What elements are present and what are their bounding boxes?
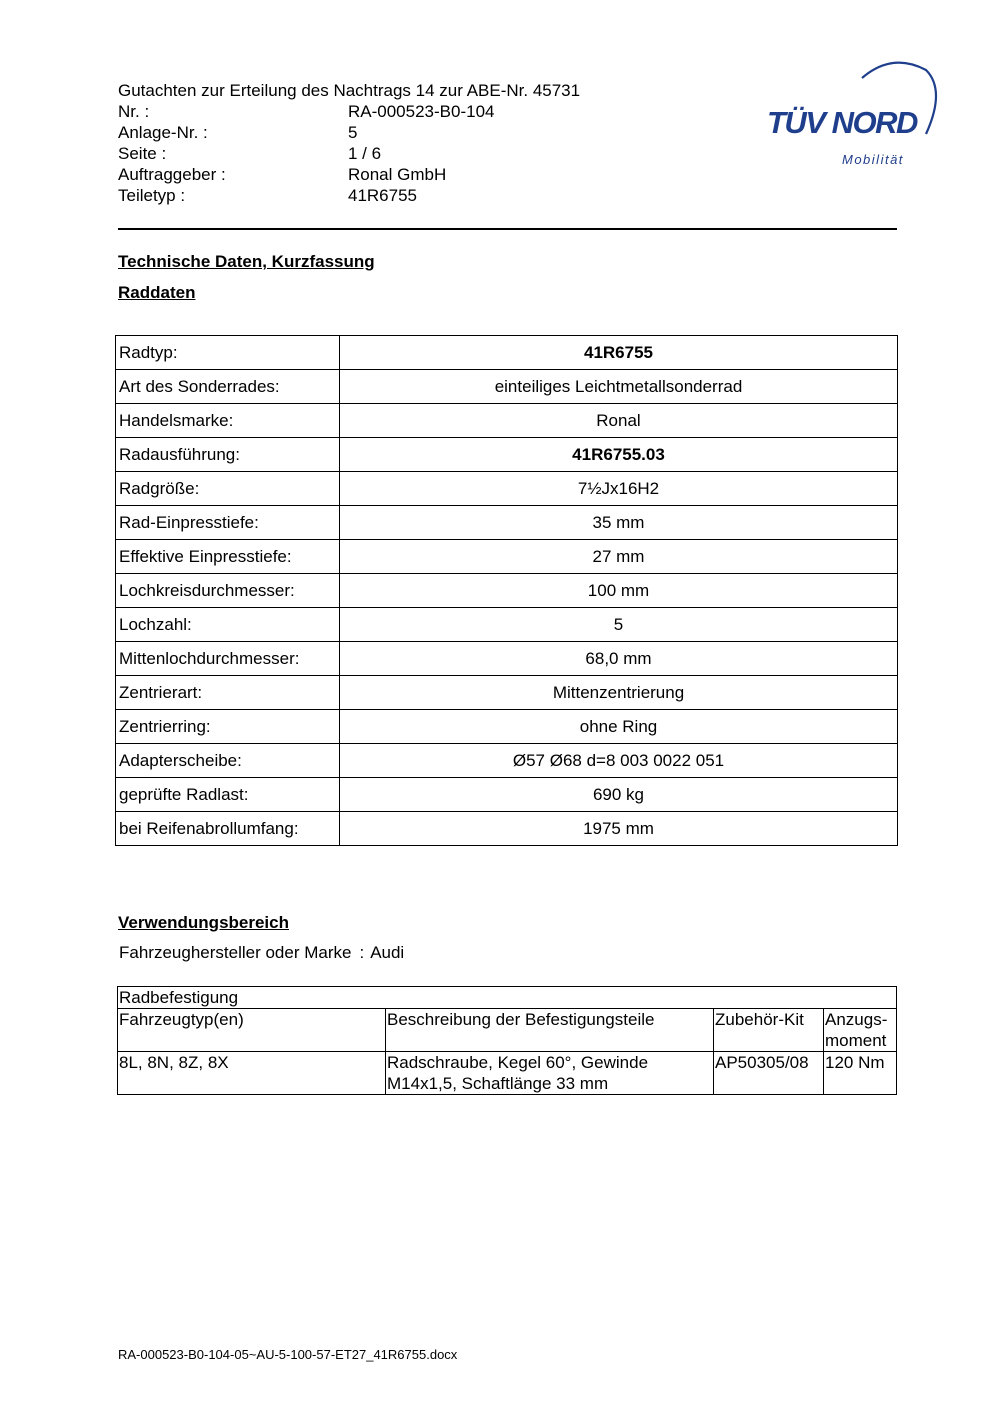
row-value: 690 kg [340, 778, 898, 812]
header-value: RA-000523-B0-104 [348, 102, 495, 121]
table-row [116, 778, 898, 812]
row-label: Rad-Einpresstiefe: [116, 506, 340, 540]
verwendung-title: Verwendungsbereich [118, 913, 289, 932]
row-value: 41R6755.03 [340, 438, 898, 472]
row-value: ohne Ring [340, 710, 898, 744]
col-header-anzugsmoment: Anzugs- moment [824, 1009, 897, 1052]
row-value: 27 mm [340, 540, 898, 574]
row-value: 7½Jx16H2 [340, 472, 898, 506]
header-row-nr [118, 101, 658, 122]
row-value: 41R6755 [340, 336, 898, 370]
document-header [118, 80, 658, 206]
col-header-beschreibung: Beschreibung der Befestigungsteile [386, 1009, 714, 1052]
header-value: Ronal GmbH [348, 165, 447, 184]
logo-subtitle: Mobilität [842, 152, 904, 167]
table-row [116, 370, 898, 404]
header-label: Anlage-Nr. : [118, 123, 208, 142]
row-label: Lochzahl: [116, 608, 340, 642]
befestigung-title: Radbefestigung [118, 987, 897, 1009]
header-row-seite [118, 143, 658, 164]
footer-filename: RA-000523-B0-104-05~AU-5-100-57-ET27_41R6755.docx [118, 1347, 458, 1362]
header-row-auftraggeber [118, 164, 658, 185]
row-label: Effektive Einpresstiefe: [116, 540, 340, 574]
header-value: 5 [348, 123, 358, 142]
header-row-teiletyp [118, 185, 658, 206]
row-label: Handelsmarke: [116, 404, 340, 438]
table-row [116, 404, 898, 438]
table-row [116, 472, 898, 506]
row-label: Art des Sonderrades: [116, 370, 340, 404]
col-header-zubehoer: Zubehör-Kit [714, 1009, 824, 1052]
header-value: 41R6755 [348, 186, 418, 205]
cell-fahrzeugtyp: 8L, 8N, 8Z, 8X [118, 1052, 386, 1095]
row-value: 35 mm [340, 506, 898, 540]
row-value: einteiliges Leichtmetallsonderrad [340, 370, 898, 404]
table-row [116, 506, 898, 540]
section-title: Technische Daten, Kurzfassung [118, 252, 375, 271]
raddaten-title: Raddaten [118, 283, 196, 302]
row-value: Ronal [340, 404, 898, 438]
table-row [116, 540, 898, 574]
header-label: Teiletyp : [118, 186, 186, 205]
row-value: 68,0 mm [340, 642, 898, 676]
table-row [118, 1052, 897, 1095]
row-label: bei Reifenabrollumfang: [116, 812, 340, 846]
raddaten-table [115, 335, 898, 846]
row-value: Ø57 Ø68 d=8 003 0022 051 [340, 744, 898, 778]
cell-anzugsmoment: 120 Nm [824, 1052, 897, 1095]
header-value: 1 / 6 [348, 144, 382, 163]
manufacturer-label: Fahrzeughersteller oder Marke [119, 943, 352, 962]
row-value: Mittenzentrierung [340, 676, 898, 710]
table-row [116, 336, 898, 370]
table-title-row [118, 987, 897, 1009]
col-header-fahrzeugtyp: Fahrzeugtyp(en) [118, 1009, 386, 1052]
table-row [116, 608, 898, 642]
logo-brand: TÜV NORD [767, 105, 917, 140]
row-label: Zentrierart: [116, 676, 340, 710]
document-title: Gutachten zur Erteilung des Nachtrags 14 zur ABE-Nr. 45731 [118, 81, 581, 100]
table-row [116, 710, 898, 744]
table-header-row [118, 1009, 897, 1052]
table-row [116, 642, 898, 676]
row-label: Lochkreisdurchmesser: [116, 574, 340, 608]
row-label: Adapterscheibe: [116, 744, 340, 778]
row-label: Mittenlochdurchmesser: [116, 642, 340, 676]
table-row [116, 676, 898, 710]
header-label: Nr. : [118, 102, 150, 121]
manufacturer-line [119, 943, 404, 963]
table-row [116, 574, 898, 608]
row-label: Radausführung: [116, 438, 340, 472]
header-divider [118, 228, 897, 230]
row-label: Zentrierring: [116, 710, 340, 744]
row-value: 100 mm [340, 574, 898, 608]
manufacturer-value: Audi [370, 943, 405, 962]
row-label: Radtyp: [116, 336, 340, 370]
tuev-nord-logo [760, 58, 945, 173]
table-row [116, 438, 898, 472]
cell-zubehoer: AP50305/08 [714, 1052, 824, 1095]
row-label: Radgröße: [116, 472, 340, 506]
header-label: Auftraggeber : [118, 165, 226, 184]
cell-beschreibung: Radschraube, Kegel 60°, Gewinde M14x1,5, Schaftlänge 33 mm [386, 1052, 714, 1095]
header-row-anlage [118, 122, 658, 143]
row-label: geprüfte Radlast: [116, 778, 340, 812]
row-value: 1975 mm [340, 812, 898, 846]
row-value: 5 [340, 608, 898, 642]
table-row [116, 812, 898, 846]
header-label: Seite : [118, 144, 167, 163]
befestigung-table [117, 986, 897, 1095]
table-row [116, 744, 898, 778]
manufacturer-separator: : [359, 943, 365, 962]
